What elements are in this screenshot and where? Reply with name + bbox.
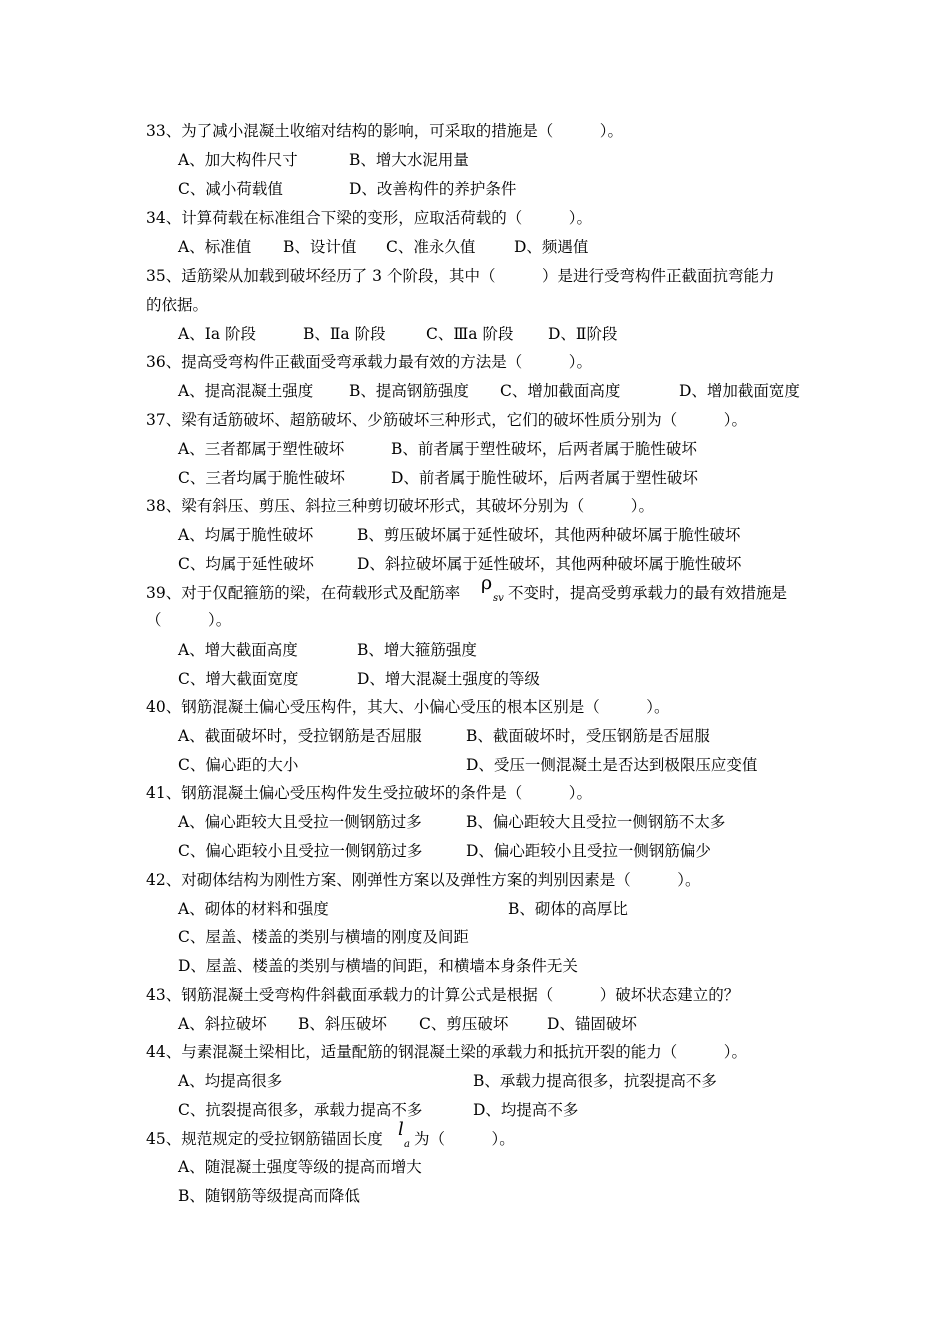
question-text: 42、对砌体结构为刚性方案、刚弹性方案以及弹性方案的判别因素是（ ）。	[146, 871, 701, 889]
question-text: （ ）。	[146, 611, 232, 629]
option: C、偏心距较小且受拉一侧钢筋过多	[178, 842, 423, 860]
option: A、标准值	[178, 238, 252, 256]
option: D、偏心距较小且受拉一侧钢筋偏少	[466, 842, 711, 860]
option: A、随混凝土强度等级的提高而增大	[178, 1158, 422, 1176]
options-row	[0, 234, 950, 260]
options-row	[0, 147, 950, 173]
option: C、剪压破坏	[419, 1015, 509, 1033]
options-row	[0, 1154, 950, 1180]
question-33-stem	[0, 118, 950, 144]
option: D、增加截面宽度	[679, 382, 800, 400]
question-text: 39、对于仅配箍筋的梁，在荷载形式及配筋率	[146, 584, 461, 602]
option: C、屋盖、楼盖的类别与横墙的刚度及间距	[178, 928, 469, 946]
options-row	[0, 666, 950, 692]
option: B、前者属于塑性破坏，后两者属于脆性破坏	[391, 440, 697, 458]
option: B、增大箍筋强度	[357, 641, 477, 659]
option: D、前者属于脆性破坏，后两者属于塑性破坏	[391, 469, 698, 487]
options-row	[0, 752, 950, 778]
option: A、提高混凝土强度	[178, 382, 314, 400]
options-row	[0, 953, 950, 979]
option: A、均提高很多	[178, 1072, 283, 1090]
question-35-stem	[0, 263, 950, 289]
option: D、锚固破坏	[547, 1015, 637, 1033]
option: A、砌体的材料和强度	[178, 900, 329, 918]
option: A、三者都属于塑性破坏	[178, 440, 345, 458]
option: B、承载力提高很多，抗裂提高不多	[473, 1072, 717, 1090]
option: C、抗裂提高很多，承载力提高不多	[178, 1101, 423, 1119]
option: C、偏心距的大小	[178, 756, 299, 774]
question-text: 的依据。	[146, 296, 209, 314]
anchorage-length-subscript: a	[404, 1139, 410, 1150]
option: B、设计值	[283, 238, 357, 256]
option: C、减小荷载值	[178, 180, 283, 198]
question-text: 35、适筋梁从加载到破坏经历了 3 个阶段，其中（ ）是进行受弯构件正截面抗弯能力	[146, 267, 775, 285]
option: B、砌体的高厚比	[508, 900, 628, 918]
question-36-stem	[0, 349, 950, 375]
question-43-stem	[0, 982, 950, 1008]
option: D、Ⅱ阶段	[548, 325, 618, 343]
question-text: 44、与素混凝土梁相比，适量配筋的钢混凝土梁的承载力和抵抗开裂的能力（ ）。	[146, 1043, 747, 1061]
option: C、Ⅲa 阶段	[426, 325, 514, 343]
question-text: 43、钢筋混凝土受弯构件斜截面承载力的计算公式是根据（ ）破坏状态建立的？	[146, 986, 740, 1004]
options-row	[0, 465, 950, 491]
option: C、准永久值	[386, 238, 476, 256]
question-45-stem	[0, 1119, 950, 1152]
option: D、受压一侧混凝土是否达到极限压应变值	[466, 756, 758, 774]
anchorage-length-symbol: l	[398, 1119, 404, 1140]
options-row	[0, 436, 950, 462]
options-row	[0, 1011, 950, 1037]
option: C、均属于延性破坏	[178, 555, 314, 573]
options-row	[0, 838, 950, 864]
option: B、增大水泥用量	[349, 151, 469, 169]
options-row	[0, 1183, 950, 1209]
option: D、屋盖、楼盖的类别与横墙的间距，和横墙本身条件无关	[178, 957, 578, 975]
question-text: 38、梁有斜压、剪压、斜拉三种剪切破坏形式，其破坏分别为（ ）。	[146, 497, 654, 515]
question-text: 不变时，提高受剪承载力的最有效措施是	[508, 584, 788, 602]
option: A、加大构件尺寸	[178, 151, 298, 169]
option: C、增加截面高度	[500, 382, 621, 400]
options-row	[0, 176, 950, 202]
options-row	[0, 551, 950, 577]
question-40-stem	[0, 694, 950, 720]
question-35-stem-cont	[0, 292, 950, 318]
options-row	[0, 809, 950, 835]
rho-subscript: sv	[493, 593, 504, 604]
option: B、剪压破坏属于延性破坏，其他两种破坏属于脆性破坏	[357, 526, 741, 544]
question-34-stem	[0, 205, 950, 231]
options-row	[0, 378, 950, 404]
options-row	[0, 1068, 950, 1094]
question-text: 36、提高受弯构件正截面受弯承载力最有效的方法是（ ）。	[146, 353, 592, 371]
option: C、三者均属于脆性破坏	[178, 469, 345, 487]
options-row	[0, 1097, 950, 1123]
option: A、Ⅰa 阶段	[178, 325, 256, 343]
options-row	[0, 522, 950, 548]
options-row	[0, 896, 950, 922]
option: B、随钢筋等级提高而降低	[178, 1187, 360, 1205]
option: A、斜拉破坏	[178, 1015, 267, 1033]
option: D、增大混凝土强度的等级	[357, 670, 540, 688]
question-37-stem	[0, 407, 950, 433]
rho-symbol: ρ	[481, 572, 493, 594]
question-44-stem	[0, 1039, 950, 1065]
option: D、频遇值	[514, 238, 589, 256]
options-row	[0, 723, 950, 749]
option: A、偏心距较大且受拉一侧钢筋过多	[178, 813, 422, 831]
option: D、改善构件的养护条件	[349, 180, 517, 198]
option: A、增大截面高度	[178, 641, 298, 659]
option: B、Ⅱa 阶段	[303, 325, 386, 343]
option: D、斜拉破坏属于延性破坏，其他两种破坏属于脆性破坏	[357, 555, 742, 573]
question-text: 40、钢筋混凝土偏心受压构件，其大、小偏心受压的根本区别是（ ）。	[146, 698, 670, 716]
question-39-stem-cont	[0, 607, 950, 633]
question-text: 41、钢筋混凝土偏心受压构件发生受拉破坏的条件是（ ）。	[146, 784, 592, 802]
question-text: 为（ ）。	[414, 1130, 515, 1148]
question-text: 34、计算荷载在标准组合下梁的变形，应取活荷载的（ ）。	[146, 209, 592, 227]
question-text: 37、梁有适筋破坏、超筋破坏、少筋破坏三种形式，它们的破坏性质分别为（ ）。	[146, 411, 747, 429]
option: D、均提高不多	[473, 1101, 579, 1119]
question-38-stem	[0, 493, 950, 519]
option: B、斜压破坏	[298, 1015, 387, 1033]
question-39-stem	[0, 572, 950, 606]
question-42-stem	[0, 867, 950, 893]
question-text: 33、为了减小混凝土收缩对结构的影响，可采取的措施是（ ）。	[146, 122, 623, 140]
option: C、增大截面宽度	[178, 670, 299, 688]
option: B、偏心距较大且受拉一侧钢筋不太多	[466, 813, 726, 831]
options-row	[0, 637, 950, 663]
question-41-stem	[0, 780, 950, 806]
option: A、截面破坏时，受拉钢筋是否屈服	[178, 727, 422, 745]
options-row	[0, 924, 950, 950]
question-text: 45、规范规定的受拉钢筋锚固长度	[146, 1130, 383, 1148]
options-row	[0, 321, 950, 347]
option: B、截面破坏时，受压钢筋是否屈服	[466, 727, 710, 745]
option: B、提高钢筋强度	[349, 382, 469, 400]
option: A、均属于脆性破坏	[178, 526, 314, 544]
